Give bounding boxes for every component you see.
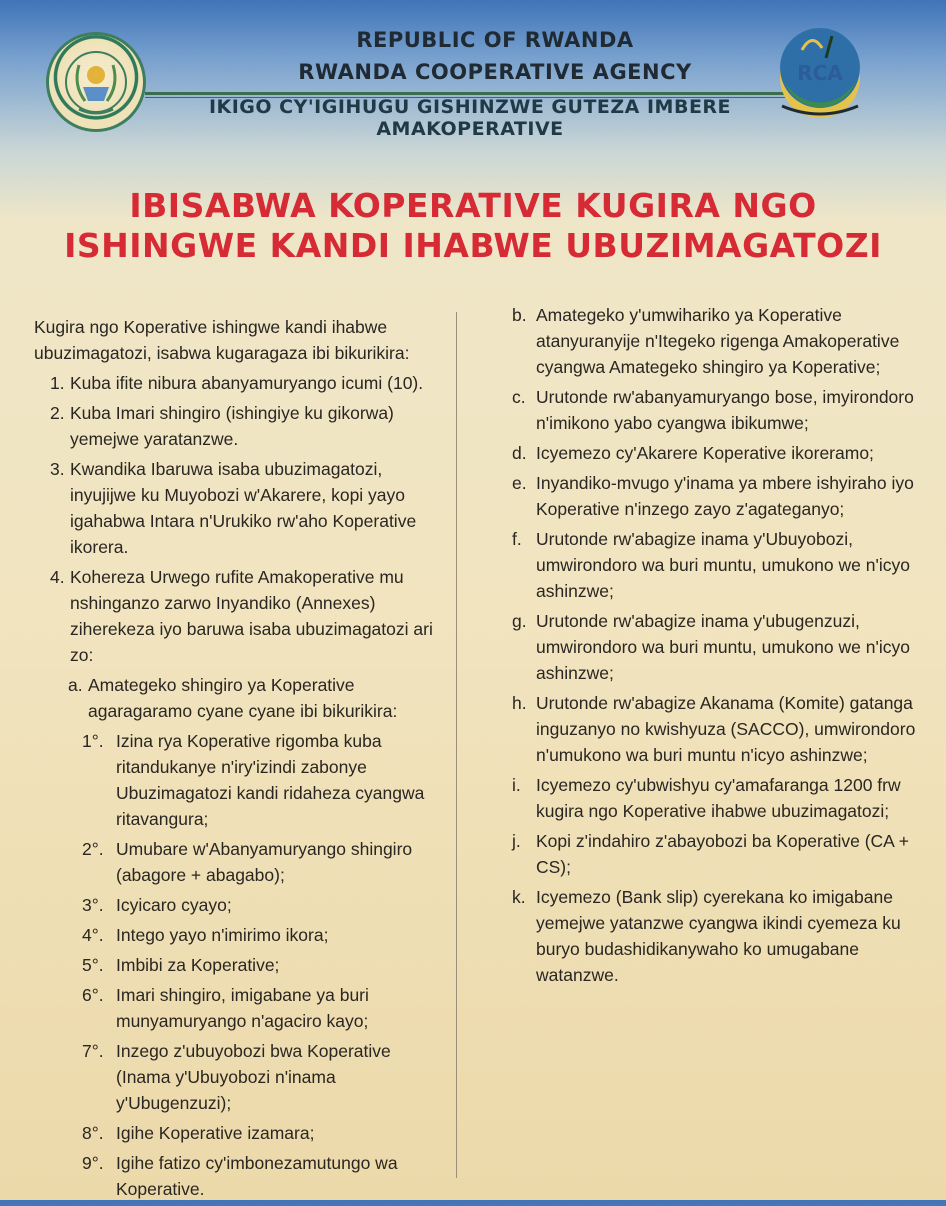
column-divider xyxy=(456,312,457,1178)
right-column xyxy=(512,302,932,992)
item-marker: 8°. xyxy=(82,1123,104,1143)
item-text: Umubare w'Abanyamuryango shingiro (abagore + abagabo); xyxy=(116,839,413,885)
item-text: Icyemezo cy'Akarere Koperative ikoreramo; xyxy=(536,443,874,463)
item-text: Kwandika Ibaruwa isaba ubuzimagatozi, inyujijwe ku Muyobozi w'Akarere, kopi yayo igahabwa Intara n'Urukiko rw'aho Koperative ikorera. xyxy=(70,459,417,557)
header-republic: REPUBLIC OF RWANDA xyxy=(356,28,634,52)
item-text: Igihe Koperative izamara; xyxy=(116,1123,315,1143)
statute-item xyxy=(34,836,444,888)
item-marker: f. xyxy=(512,529,522,549)
item-marker: 7°. xyxy=(82,1041,104,1061)
item-marker: d. xyxy=(512,443,527,463)
item-marker: 4°. xyxy=(82,925,104,945)
annex-item xyxy=(512,384,932,436)
item-text: Urutonde rw'abagize Akanama (Komite) gatanga inguzanyo no kwishyuza (SACCO), umwirondoro n'umukono wa buri muntu n'icyo ashinzwe; xyxy=(536,693,916,765)
annex-item xyxy=(512,440,932,466)
item-text: Imari shingiro, imigabane ya buri munyamuryango n'agaciro kayo; xyxy=(116,985,369,1031)
item-marker: a. xyxy=(68,675,83,695)
item-marker: 5°. xyxy=(82,955,104,975)
annex-item xyxy=(512,772,932,824)
requirement-item xyxy=(34,456,444,560)
annex-item xyxy=(512,470,932,522)
statute-item xyxy=(34,982,444,1034)
item-text: Kohereza Urwego rufite Amakoperative mu nshinganzo zarwo Inyandiko (Annexes) ziherekeza iyo baruwa isaba ubuzimagatozi ari zo: xyxy=(70,567,433,665)
rca-logo xyxy=(772,18,868,122)
item-text: Amategeko shingiro ya Koperative agaragaramo cyane cyane ibi bikurikira: xyxy=(88,675,398,721)
item-text: Icyemezo (Bank slip) cyerekana ko imigabane yemejwe yatanzwe cyangwa ikindi cyemeza ku buryo budashidikanywaho ko umugabane watanzwe. xyxy=(536,887,901,985)
item-marker: b. xyxy=(512,305,527,325)
requirement-item xyxy=(34,400,444,452)
item-marker: 6°. xyxy=(82,985,104,1005)
item-text: Inyandiko-mvugo y'inama ya mbere ishyiraho iyo Koperative n'inzego zayo z'agateganyo; xyxy=(536,473,914,519)
item-text: Izina rya Koperative rigomba kuba ritandukanye n'iry'izindi zabonye Ubuzimagatozi kandi ridaheza cyangwa ritavangura; xyxy=(116,731,425,829)
item-text: Kuba Imari shingiro (ishingiye ku gikorwa) yemejwe yaratanzwe. xyxy=(70,403,394,449)
item-marker: 3°. xyxy=(82,895,104,915)
rca-logo-text: RCA xyxy=(797,61,843,85)
item-text: Intego yayo n'imirimo ikora; xyxy=(116,925,329,945)
header-rule xyxy=(145,92,785,95)
item-marker: e. xyxy=(512,473,527,493)
annex-item-a xyxy=(34,672,444,724)
item-marker: 1. xyxy=(50,373,65,393)
item-marker: i. xyxy=(512,775,521,795)
document-title-line1: IBISABWA KOPERATIVE KUGIRA NGO xyxy=(129,186,817,225)
rwanda-coat-of-arms-seal xyxy=(46,32,146,132)
coat-of-arms-icon xyxy=(49,35,143,129)
annex-item xyxy=(512,302,932,380)
item-text: Igihe fatizo cy'imbonezamutungo wa Koperative. xyxy=(116,1153,398,1199)
item-text: Imbibi za Koperative; xyxy=(116,955,280,975)
rca-logo-icon xyxy=(772,18,868,122)
requirement-item xyxy=(34,370,444,396)
left-column xyxy=(34,314,444,1206)
item-marker: 2. xyxy=(50,403,65,423)
item-text: Kuba ifite nibura abanyamuryango icumi (10). xyxy=(70,373,424,393)
header-agency-kinyarwanda: IKIGO CY'IGIHUGU GISHINZWE GUTEZA IMBERE AMAKOPERATIVE xyxy=(208,96,732,140)
item-text: Urutonde rw'abanyamuryango bose, imyirondoro n'imikono yabo cyangwa ibikumwe; xyxy=(536,387,914,433)
annex-item xyxy=(512,526,932,604)
statute-item xyxy=(34,1120,444,1146)
statute-item xyxy=(34,892,444,918)
item-text: Urutonde rw'abagize inama y'ubugenzuzi, umwirondoro wa buri muntu, umukono we n'icyo ashinzwe; xyxy=(536,611,910,683)
statute-item xyxy=(34,1150,444,1202)
annex-item xyxy=(512,884,932,988)
item-text: Icyicaro cyayo; xyxy=(116,895,232,915)
requirement-item xyxy=(34,564,444,668)
item-marker: 9°. xyxy=(82,1153,104,1173)
statute-item xyxy=(34,922,444,948)
item-marker: 1°. xyxy=(82,731,104,751)
statute-item xyxy=(34,728,444,832)
item-marker: 2°. xyxy=(82,839,104,859)
annex-item xyxy=(512,608,932,686)
item-marker: k. xyxy=(512,887,526,907)
annex-item xyxy=(512,690,932,768)
statute-item xyxy=(34,1038,444,1116)
item-marker: j. xyxy=(512,831,521,851)
statute-item xyxy=(34,952,444,978)
document-header xyxy=(0,0,946,160)
item-text: Amategeko y'umwihariko ya Koperative atanyuranyije n'Itegeko rigenga Amakoperative cyangwa Amategeko shingiro ya Koperative; xyxy=(536,305,900,377)
item-text: Icyemezo cy'ubwishyu cy'amafaranga 1200 frw kugira ngo Koperative ihabwe ubuzimagatozi; xyxy=(536,775,901,821)
item-text: Kopi z'indahiro z'abayobozi ba Koperative (CA + CS); xyxy=(536,831,909,877)
intro-paragraph: Kugira ngo Koperative ishingwe kandi ihabwe ubuzimagatozi, isabwa kugaragaza ibi bikurikira: xyxy=(34,317,410,363)
document-title-line2: ISHINGWE KANDI IHABWE UBUZIMAGATOZI xyxy=(64,226,882,265)
item-marker: g. xyxy=(512,611,527,631)
item-marker: c. xyxy=(512,387,526,407)
item-text: Inzego z'ubuyobozi bwa Koperative (Inama y'Ubuyobozi n'inama y'Ubugenzuzi); xyxy=(116,1041,391,1113)
item-marker: 3. xyxy=(50,459,65,479)
item-marker: h. xyxy=(512,693,527,713)
item-text: Urutonde rw'abagize inama y'Ubuyobozi, umwirondoro wa buri muntu, umukono we n'icyo ashinzwe; xyxy=(536,529,910,601)
header-agency: RWANDA COOPERATIVE AGENCY xyxy=(298,60,692,84)
item-marker: 4. xyxy=(50,567,65,587)
annex-item xyxy=(512,828,932,880)
